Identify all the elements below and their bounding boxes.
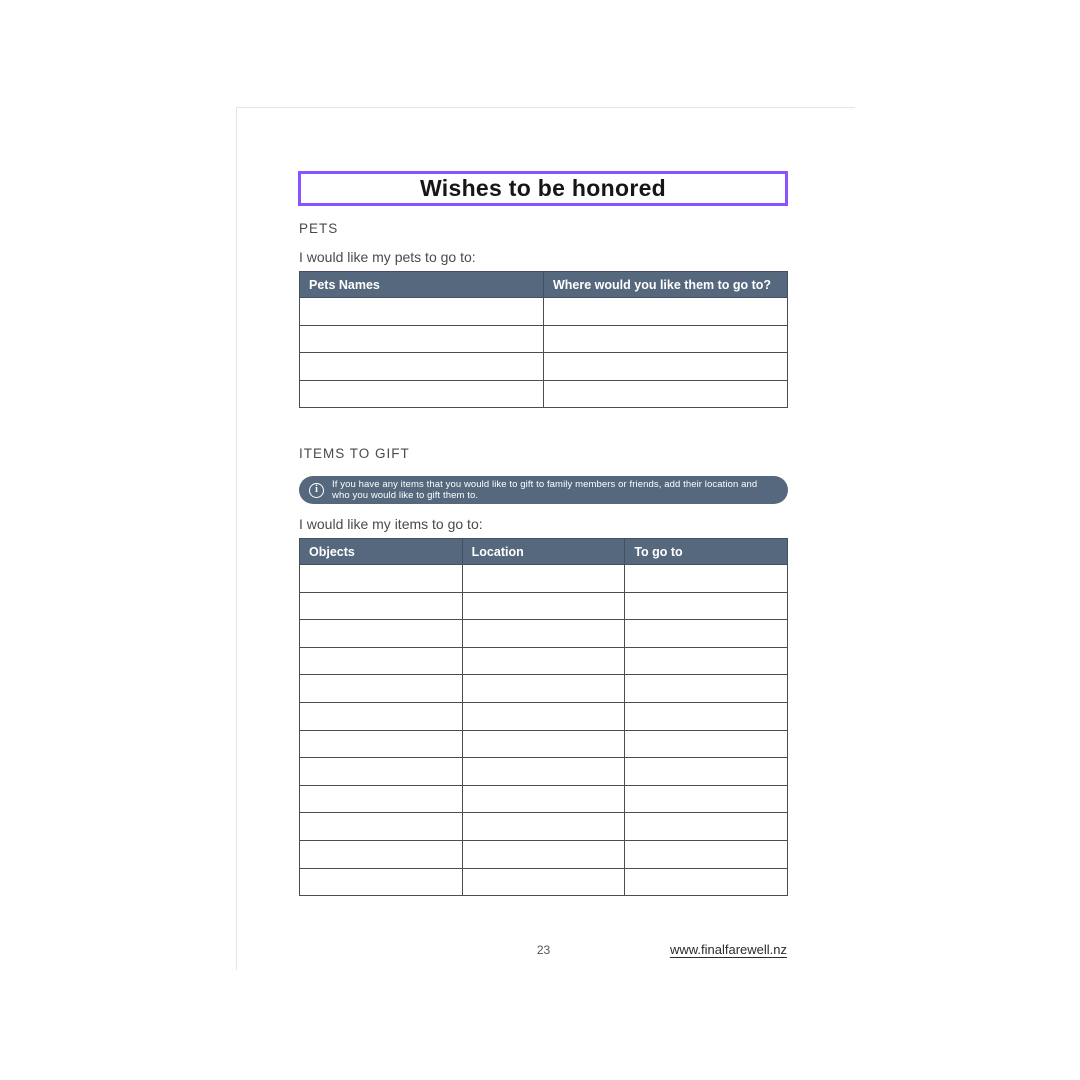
table-row	[300, 813, 788, 841]
table-cell	[300, 380, 544, 408]
table-row	[300, 675, 788, 703]
table-cell	[625, 758, 788, 786]
table-cell	[462, 730, 625, 758]
table-header-row	[300, 272, 788, 298]
table-cell	[544, 353, 788, 381]
table-cell	[300, 840, 463, 868]
table-cell	[300, 730, 463, 758]
table-row	[300, 840, 788, 868]
items-intro-text: I would like my items to go to:	[299, 516, 483, 532]
table-cell	[462, 868, 625, 896]
section-heading-pets: PETS	[299, 221, 339, 236]
table-cell	[544, 325, 788, 353]
info-banner	[299, 476, 788, 504]
table-row	[300, 647, 788, 675]
pets-intro-text: I would like my pets to go to:	[299, 249, 476, 265]
table-row	[300, 702, 788, 730]
table-cell	[625, 868, 788, 896]
table-cell	[300, 813, 463, 841]
pets-table	[299, 271, 788, 408]
table-cell	[300, 353, 544, 381]
table-cell	[462, 565, 625, 593]
table-row	[300, 868, 788, 896]
page-number: 23	[536, 943, 551, 957]
table-cell	[462, 592, 625, 620]
table-cell	[625, 785, 788, 813]
column-header: Objects	[300, 539, 463, 565]
table-cell	[462, 675, 625, 703]
table-row	[300, 325, 788, 353]
table-cell	[625, 675, 788, 703]
table-cell	[625, 592, 788, 620]
table-row	[300, 785, 788, 813]
table-row	[300, 565, 788, 593]
table-cell	[300, 565, 463, 593]
table-cell	[462, 647, 625, 675]
column-header: Location	[462, 539, 625, 565]
table-cell	[544, 298, 788, 326]
table-cell	[300, 785, 463, 813]
table-cell	[300, 298, 544, 326]
table-cell	[462, 813, 625, 841]
table-cell	[625, 702, 788, 730]
table-cell	[300, 868, 463, 896]
table-cell	[300, 620, 463, 648]
column-header: To go to	[625, 539, 788, 565]
table-cell	[300, 647, 463, 675]
table-cell	[625, 620, 788, 648]
table-row	[300, 620, 788, 648]
table-cell	[544, 380, 788, 408]
table-row	[300, 380, 788, 408]
table-row	[300, 758, 788, 786]
table-cell	[300, 758, 463, 786]
document-page	[236, 107, 855, 970]
table-cell	[300, 592, 463, 620]
info-icon: i	[309, 483, 324, 498]
table-cell	[300, 675, 463, 703]
table-cell	[300, 325, 544, 353]
table-row	[300, 730, 788, 758]
table-row	[300, 592, 788, 620]
table-cell	[300, 702, 463, 730]
column-header: Pets Names	[300, 272, 544, 298]
table-cell	[625, 813, 788, 841]
table-cell	[462, 785, 625, 813]
page-title-box	[298, 171, 788, 206]
table-cell	[462, 702, 625, 730]
column-header: Where would you like them to go to?	[544, 272, 788, 298]
info-banner-text: If you have any items that you would like to gift to family members or friends, add their location and who you would like to gift them to.	[332, 478, 758, 501]
table-cell	[462, 620, 625, 648]
table-cell	[462, 758, 625, 786]
table-row	[300, 353, 788, 381]
table-header-row	[300, 539, 788, 565]
table-cell	[625, 565, 788, 593]
website-link[interactable]: www.finalfarewell.nz	[669, 942, 787, 957]
section-heading-items: ITEMS TO GIFT	[299, 446, 410, 461]
table-cell	[625, 647, 788, 675]
table-cell	[625, 730, 788, 758]
table-cell	[625, 840, 788, 868]
table-row	[300, 298, 788, 326]
items-table	[299, 538, 788, 896]
page-title: Wishes to be honored	[419, 175, 667, 201]
table-cell	[462, 840, 625, 868]
